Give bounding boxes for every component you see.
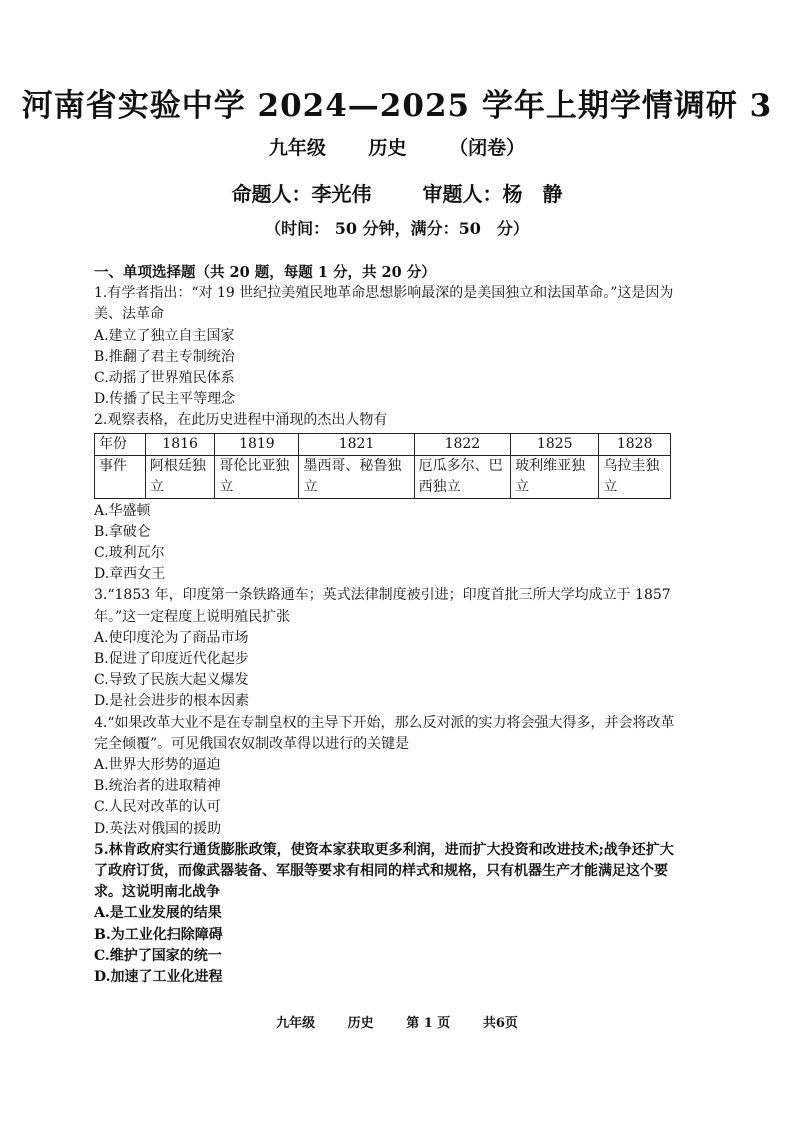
table-cell: 厄瓜多尔、巴西独立 bbox=[414, 455, 511, 498]
question-stem: 3.“1853 年，印度第一条铁路通车；英式法律制度被引进；印度首批三所大学均成立于 1857 年。”这一定程度上说明殖民扩张 bbox=[94, 587, 671, 625]
option-b: B.推翻了君主专制统治 bbox=[94, 348, 235, 365]
option-d: D.是社会进步的根本因素 bbox=[94, 693, 250, 710]
option-a: A.建立了独立自主国家 bbox=[94, 327, 235, 344]
option-b: B.统治者的进取精神 bbox=[94, 778, 221, 795]
question-5 bbox=[94, 840, 684, 988]
table-cell: 玻利维亚独立 bbox=[511, 455, 599, 498]
table-row-years bbox=[95, 433, 671, 455]
independence-table bbox=[94, 433, 671, 499]
question-stem: 5.林肯政府实行通货膨胀政策，使资本家获取更多利润，进而扩大投资和改进技术;战争还扩大了政府订货，而像武器装备、军服等要求有相同的样式和规格，只有机器生产才能满足这个要求。这说明南北战争 bbox=[94, 841, 674, 901]
table-cell: 1828 bbox=[599, 433, 671, 455]
option-a: A.华盛顿 bbox=[94, 502, 151, 519]
table-cell: 阿根廷独立 bbox=[145, 455, 215, 498]
reviewer-label: 审题人：杨 静 bbox=[422, 182, 563, 206]
table-cell: 哥伦比亚独立 bbox=[215, 455, 299, 498]
table-cell: 1821 bbox=[299, 433, 414, 455]
table-row-events bbox=[95, 455, 671, 498]
question-3 bbox=[94, 585, 684, 712]
question-4 bbox=[94, 713, 684, 840]
question-stem: 1.有学者指出：“对 19 世纪拉美殖民地革命思想影响最深的是美国独立和法国革命。”这是因为美、法革命 bbox=[94, 285, 674, 323]
table-cell: 乌拉圭独立 bbox=[599, 455, 671, 498]
exam-title: 河南省实验中学 2024—2025 学年上期学情调研 3 bbox=[21, 88, 773, 124]
option-a: A.使印度沦为了商品市场 bbox=[94, 629, 249, 646]
footer-subject: 历史 bbox=[347, 1016, 374, 1031]
footer-total-pages: 共6页 bbox=[482, 1016, 518, 1031]
page-footer bbox=[0, 1012, 794, 1031]
table-cell: 1822 bbox=[414, 433, 511, 455]
question-2 bbox=[94, 410, 684, 585]
option-d: D.传播了民主平等理念 bbox=[94, 391, 236, 408]
time-and-score: （时间： 50 分钟，满分：50 分） bbox=[265, 219, 529, 238]
table-cell: 1819 bbox=[215, 433, 299, 455]
exam-mode-label: （闭卷） bbox=[449, 137, 526, 159]
question-stem: 4.“如果改革大业不是在专制皇权的主导下开始，那么反对派的实力将会强大得多，并会将改革完全倾覆”。可见俄国农奴制改革得以进行的关键是 bbox=[94, 714, 675, 752]
option-b: B.为工业化扫除障碍 bbox=[94, 926, 223, 943]
option-c: C.维护了国家的统一 bbox=[94, 947, 222, 964]
footer-grade: 九年级 bbox=[276, 1016, 316, 1031]
table-cell: 1816 bbox=[145, 433, 215, 455]
section-title: 一、单项选择题（共 20 题，每题 1 分，共 20 分） bbox=[94, 264, 436, 281]
option-a: A.是工业发展的结果 bbox=[94, 905, 222, 922]
exam-content bbox=[94, 262, 684, 988]
footer-page-number: 第 1 页 bbox=[406, 1016, 451, 1031]
table-cell: 墨西哥、秘鲁独立 bbox=[299, 455, 414, 498]
exam-subtitle bbox=[0, 133, 794, 160]
option-d: D.章西女王 bbox=[94, 566, 166, 583]
table-row-label: 事件 bbox=[95, 455, 146, 498]
option-b: B.促进了印度近代化起步 bbox=[94, 651, 249, 668]
table-row-label: 年份 bbox=[95, 433, 146, 455]
option-a: A.世界大形势的逼迫 bbox=[94, 757, 221, 774]
option-c: C.导致了民族大起义爆发 bbox=[94, 672, 249, 689]
question-1 bbox=[94, 283, 684, 410]
question-stem: 2.观察表格，在此历史进程中涌现的杰出人物有 bbox=[94, 412, 388, 429]
option-d: D.英法对俄国的援助 bbox=[94, 820, 222, 837]
option-c: C.动摇了世界殖民体系 bbox=[94, 370, 235, 387]
author-label: 命题人：李光伟 bbox=[231, 182, 372, 206]
exam-authors bbox=[0, 178, 794, 207]
table-cell: 1825 bbox=[511, 433, 599, 455]
option-c: C.人民对改革的认可 bbox=[94, 799, 221, 816]
subject-label: 历史 bbox=[368, 137, 407, 159]
grade-label: 九年级 bbox=[268, 137, 326, 159]
option-c: C.玻利瓦尔 bbox=[94, 545, 165, 562]
option-d: D.加速了工业化进程 bbox=[94, 969, 223, 986]
option-b: B.拿破仑 bbox=[94, 523, 151, 540]
